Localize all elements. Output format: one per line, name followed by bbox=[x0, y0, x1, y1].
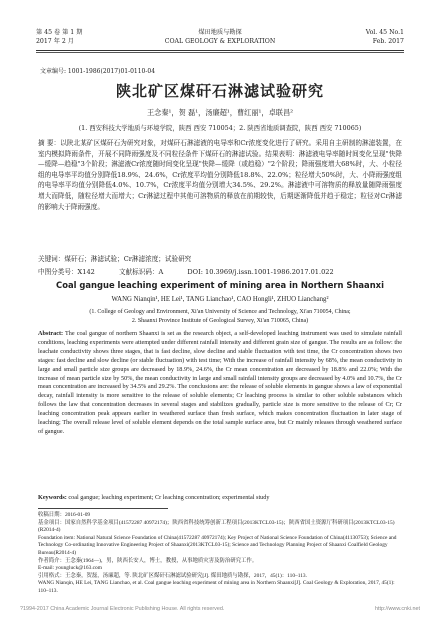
keywords-en-label: Keywords: bbox=[38, 494, 67, 501]
paper-title-en: Coal gangue leaching experiment of mining area in Northern Shaanxi bbox=[56, 280, 384, 290]
article-number: 文章编号: 1001-1986(2017)01-0110-04 bbox=[40, 68, 156, 75]
running-header bbox=[36, 28, 404, 52]
footnote-email: E-mail: youngluck@163.com bbox=[38, 565, 102, 572]
copyright-text: ?1994-2017 China Academic Journal Electronic Publishing House. All rights reserved. bbox=[20, 606, 225, 612]
affiliation-en bbox=[0, 308, 440, 325]
authors-en: WANG Nianqin¹, HE Lei¹, TANG Lianchao¹, CAO Hongli¹, ZHUO Lianchang² bbox=[111, 296, 329, 303]
document-code: 文献标识码：A bbox=[118, 268, 164, 276]
keywords-en-text: coal gangue; leaching experiment; Cr leaching concentration; experimental study bbox=[68, 494, 270, 501]
doi: DOI: 10.3969/j.issn.1001-1986.2017.01.022 bbox=[187, 268, 334, 276]
abstract-en-text: The coal gangue of northern Shaanxi is set as the research object, a self-developed leaching instrument was used to simulate rainfall conditions, leaching experiments were attempted under different rainfall intensity and different grain size of gangue. The results are as follow: the leachate conductivity shows three stages, that is fast decline, slow decline and stable fluctuation with test time, the Cr concentration shows two stages: fast decline and slow decline (or stable fluctuation) with test time; With the increase of rainfall intensity by 68%, the mean conductivity in large and small particle size groups are decreased by 18.9%, 24.6%, the Cr mean concentration are decreased by 18.8% and 22.0%; With the increase of mean particle size by 50%, the mean conductivity in large and small rainfall intensity groups are decreased by 4.0% and 10.7%, the Cr mean concentration are increased by 34.5% and 29.2%. The conclusions are: the release of soluble elements in gangue shows a law of exponential decay, rainfall intensity is more sensitive to the release of soluble elements; Cr leaching process is similar to other soluble substances which follows the law that concentration decreases in several stages and stabilizes gradually, particle size is more sensitive to the release of Cr; Cr leaching concentration peak appears earlier in weathered surface than fresh surface, which makes concentration fluctuation in later stage of leaching; The overall release level of soluble element depends on the total sample surface area, but Cr mainly releases through weathered surface of gangue. bbox=[38, 330, 402, 435]
abstract-en-label: Abstract: bbox=[38, 330, 64, 337]
footnote-fund-en: Foundation item: National Natural Science Foundation of China(41572287 40972174); Key Project of National Science Foundation of China(41130753); Science and Technology Co-ordinating Innovative Engineering Project of Shaanxi(2013KTCL03-15); Science and Technology Planning Project of Shaanxi Coalfield Geology Bureau(R2014-4) bbox=[38, 534, 397, 556]
header-date-cn: 2017 年 2 月 bbox=[36, 38, 74, 45]
header-volume-issue-en: Vol. 45 No.1 bbox=[365, 29, 404, 36]
affiliation-en-1: (1. College of Geology and Environment, Xi'an University of Science and Technology, Xi'an 710054, China; bbox=[89, 309, 351, 315]
header-journal-en: COAL GEOLOGY & EXPLORATION bbox=[164, 38, 276, 45]
header-rule-thin bbox=[36, 52, 404, 53]
cnki-link[interactable]: http://www.cnki.net bbox=[375, 606, 420, 612]
paper-title-cn: 陕北矿区煤矸石淋滤试验研究 bbox=[115, 82, 324, 100]
clc-number: 中图分类号：X142 bbox=[38, 268, 95, 276]
abstract-cn: 摘 要：以陕北某矿区煤矸石为研究对象，对煤矸石淋滤液的电导率和Cr浓度变化进行了研究。采用自主研制的淋滤装置，在室内模拟降雨条件，开展不同降雨强度及不同粒径条件下煤矸石的淋滤试验。结果表明：淋滤液电导率随时间变化呈现"快降—缓降—趋稳"3个阶段；淋滤液Cr浓度随时间变化呈现"快降—缓降（或趋稳）"2个阶段；降雨强度增大68%时，大、小粒径组的电导率平均值分别降低18.9%、24.6%，Cr浓度平均值分别降低18.8%、22.0%；粒径增大50%时，大、小降雨强度组的电导率平均值分别降低4.0%、10.7%，Cr浓度平均值分别增大34.5%、29.2%。淋滤液中可溶物质的释放量随降雨强度增大而降低，随粒径增大而增大；Cr淋滤过程中其他可溶物质的释放在前期较快，后期逐渐降低并趋于稳定；粒径对Cr淋滤的影响大于降雨强度。 bbox=[38, 139, 402, 211]
header-date-en: Feb. 2017 bbox=[372, 38, 404, 45]
keywords-cn: 关键词：煤矸石；淋滤试验；Cr淋滤浓度；试验研究 bbox=[38, 255, 192, 263]
footnote-citation-en: WANG Nianqin, HE Lei, TANG Lianchao, et al. Coal gangue leaching experiment of mining area in Northern Shaanxi[J]. Coal Geology & Exploration, 2017, 45(1): 110–113. bbox=[38, 580, 395, 594]
footnote-received: 收稿日期：2016-01-09 bbox=[38, 512, 91, 518]
footnotes bbox=[38, 512, 402, 596]
authors-cn: 王念秦¹，贺 磊¹，汤廉超¹，曹红丽¹，卓联昌² bbox=[146, 108, 294, 117]
keywords-en bbox=[38, 494, 402, 501]
footnote-citation-cn: 引用格式：王念秦，贺磊，汤廉超，等. 陕北矿区煤矸石淋滤试验研究[J]. 煤田地质与勘探，2017，45(1)：110–113. bbox=[38, 572, 307, 579]
footnote-fund-cn: 基金项目：国家自然科学基金项目(41572287 40972174)；陕西省科技统筹创新工程项目(2013KTCL03-15)；陕西省国土资源厅科研项目(2013KTCL03-15)(R2014-4) bbox=[38, 519, 395, 534]
header-journal-cn: 煤田地质与勘探 bbox=[198, 29, 242, 36]
header-rule bbox=[36, 50, 404, 51]
footnote-author: 作者简介：王念秦(1964—)，男，陕西长安人，博士，教授，从事地质灾害及防治研究工作。 bbox=[38, 557, 258, 564]
affiliation-cn: (1. 西安科技大学地质与环境学院，陕西 西安 710054；2. 陕西省地质调查院，陕西 西安 710065) bbox=[78, 124, 362, 132]
abstract-en bbox=[38, 330, 402, 437]
header-volume-issue-cn: 第 45 卷 第 1 期 bbox=[36, 29, 83, 36]
footnote-rule bbox=[38, 508, 168, 509]
header-journal bbox=[36, 28, 404, 46]
header-volume-en bbox=[366, 28, 404, 46]
classification-line bbox=[38, 266, 402, 276]
affiliation-en-2: 2. Shaanxi Province Institute of Geological Survey, Xi'an 710065, China) bbox=[131, 317, 309, 324]
